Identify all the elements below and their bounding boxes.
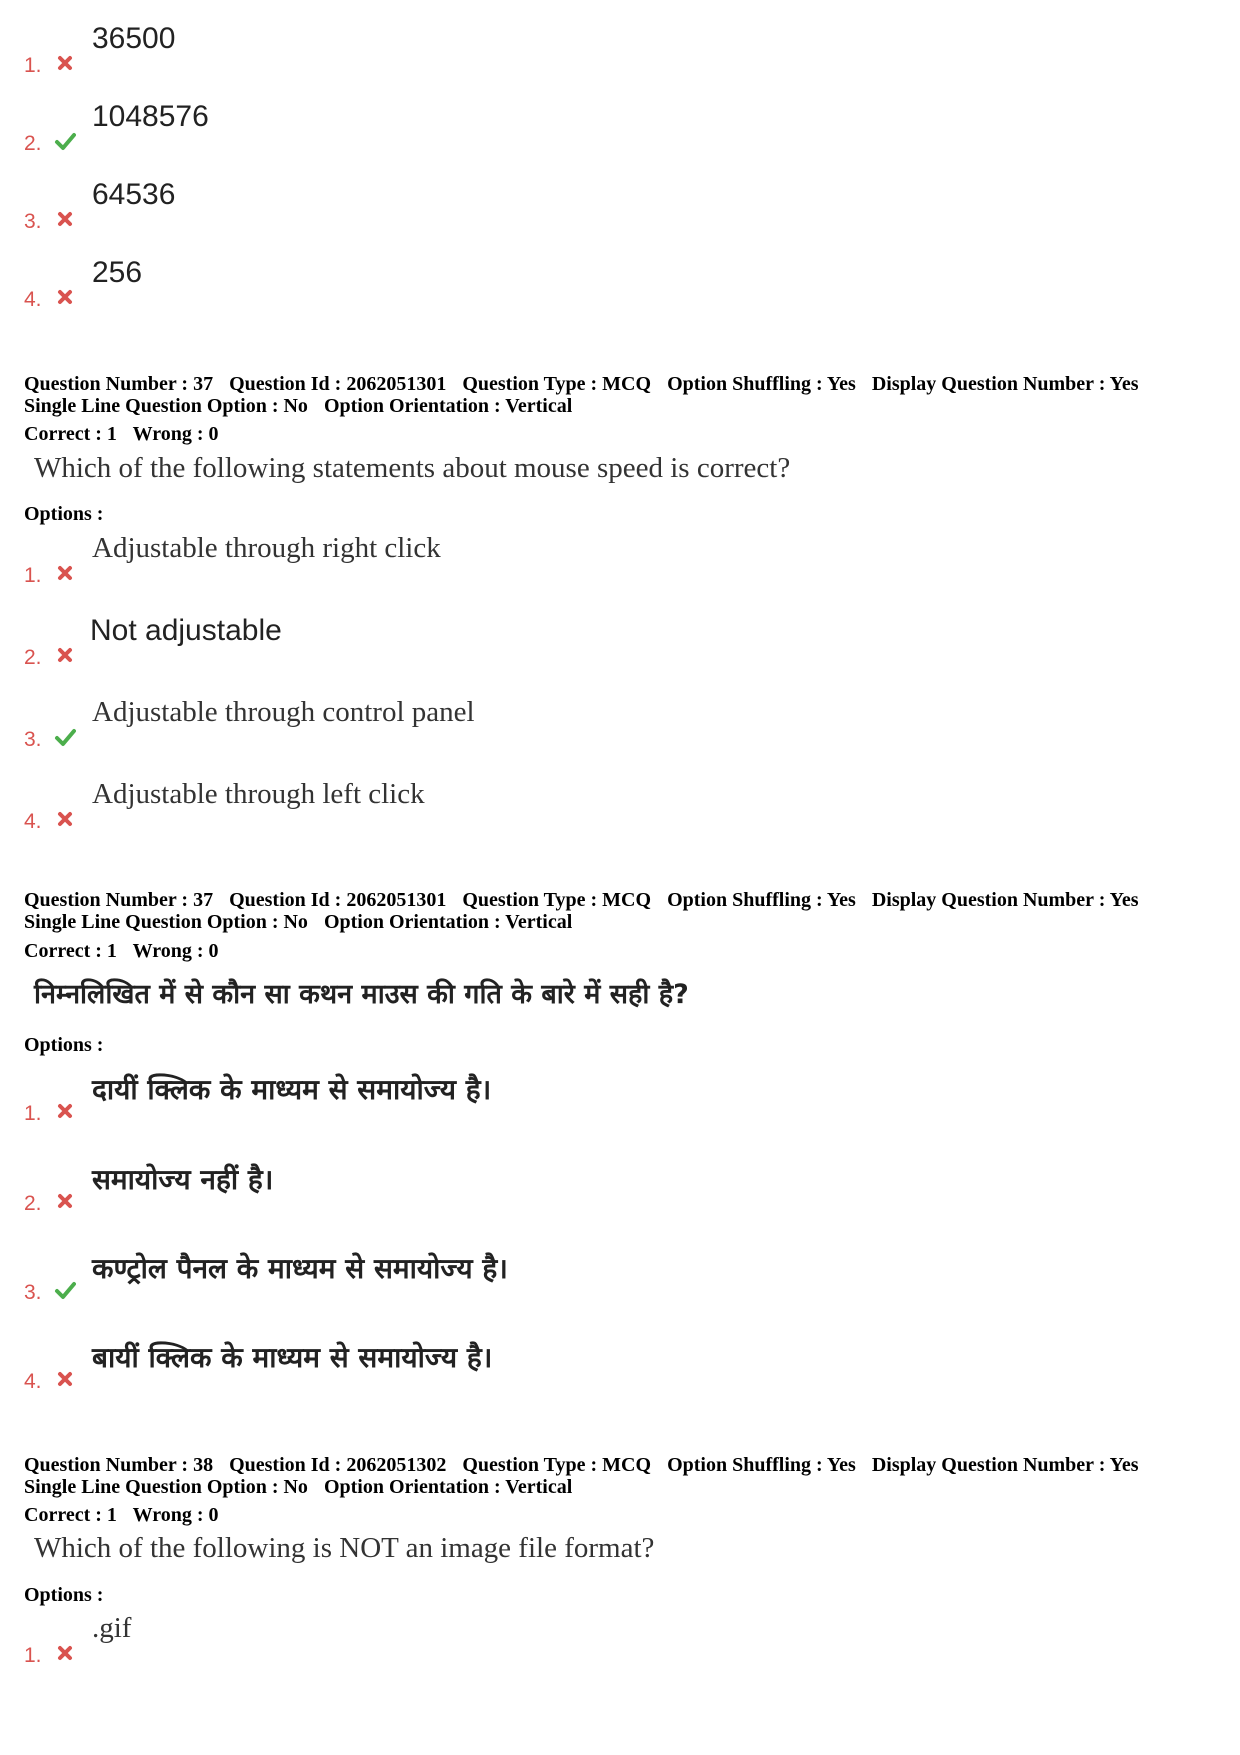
check-icon [54, 726, 76, 748]
display-question-number: Display Question Number : Yes [871, 373, 1139, 395]
option-row [24, 778, 1124, 838]
question-id: Question Id : 2062051301 [229, 889, 447, 911]
cross-icon [54, 286, 76, 308]
wrong-marks: Wrong : 0 [132, 940, 219, 962]
question-meta-line-1 [24, 889, 1150, 911]
options-label: Options : [24, 503, 104, 525]
option-text: 64536 [92, 178, 176, 211]
question-number: Question Number : 37 [24, 373, 214, 395]
option-shuffling: Option Shuffling : Yes [667, 889, 856, 911]
option-row [24, 532, 1124, 592]
question-marks [24, 1504, 230, 1526]
question-text: Which of the following statements about mouse speed is correct? [34, 452, 791, 484]
option-orientation: Option Orientation : Vertical [323, 1476, 573, 1498]
cross-icon [54, 644, 76, 666]
option-orientation: Option Orientation : Vertical [323, 395, 573, 417]
cross-icon [54, 1368, 76, 1390]
option-number: 1. [24, 1102, 42, 1125]
option-number: 2. [24, 132, 42, 155]
question-number: Question Number : 37 [24, 889, 214, 911]
option-row [24, 614, 1124, 674]
option-text: बायीं क्लिक के माध्यम से समायोज्य है। [92, 1341, 493, 1374]
option-text: 36500 [92, 22, 176, 55]
option-shuffling: Option Shuffling : Yes [667, 373, 856, 395]
question-meta-line-2 [24, 911, 583, 933]
single-line-option: Single Line Question Option : No [24, 911, 308, 933]
cross-icon [54, 208, 76, 230]
question-text: निम्नलिखित में से कौन सा कथन माउस की गति के बारे में सही है? [34, 979, 689, 1010]
option-row [24, 1249, 1124, 1309]
question-meta-line-2 [24, 395, 583, 417]
wrong-marks: Wrong : 0 [132, 423, 219, 445]
question-id: Question Id : 2062051302 [229, 1454, 447, 1476]
question-type: Question Type : MCQ [462, 373, 652, 395]
option-number: 1. [24, 564, 42, 587]
wrong-marks: Wrong : 0 [132, 1504, 219, 1526]
option-number: 1. [24, 54, 42, 77]
option-text: कण्ट्रोल पैनल के माध्यम से समायोज्य है। [92, 1252, 508, 1285]
options-label: Options : [24, 1034, 104, 1056]
option-text: 256 [92, 256, 143, 289]
cross-icon [54, 1190, 76, 1212]
correct-marks: Correct : 1 [24, 940, 117, 962]
cross-icon [54, 52, 76, 74]
option-text: समायोज्य नहीं है। [92, 1163, 274, 1196]
option-row [24, 22, 1124, 82]
option-text: 1048576 [92, 100, 209, 133]
option-shuffling: Option Shuffling : Yes [667, 1454, 856, 1476]
option-orientation: Option Orientation : Vertical [323, 911, 573, 933]
option-row [24, 178, 1124, 238]
display-question-number: Display Question Number : Yes [871, 889, 1139, 911]
question-meta-line-1 [24, 1454, 1150, 1476]
option-text: दायीं क्लिक के माध्यम से समायोज्य है। [92, 1073, 492, 1106]
option-number: 4. [24, 1370, 42, 1393]
check-icon [54, 130, 76, 152]
option-text: .gif [92, 1612, 132, 1644]
option-text: Adjustable through right click [92, 532, 441, 564]
question-meta-line-2 [24, 1476, 583, 1498]
option-text: Adjustable through left click [92, 778, 425, 810]
option-row [24, 1160, 1124, 1220]
correct-marks: Correct : 1 [24, 423, 117, 445]
option-text: Adjustable through control panel [92, 696, 475, 728]
question-type: Question Type : MCQ [462, 1454, 652, 1476]
option-row [24, 100, 1124, 160]
option-row [24, 696, 1124, 756]
option-row [24, 1070, 1124, 1130]
question-marks [24, 423, 230, 445]
option-number: 3. [24, 728, 42, 751]
cross-icon [54, 562, 76, 584]
option-number: 1. [24, 1644, 42, 1667]
options-label: Options : [24, 1584, 104, 1606]
question-marks [24, 940, 230, 962]
option-text: Not adjustable [90, 614, 282, 647]
correct-marks: Correct : 1 [24, 1504, 117, 1526]
option-number: 4. [24, 810, 42, 833]
option-number: 4. [24, 288, 42, 311]
option-number: 3. [24, 210, 42, 233]
option-number: 3. [24, 1281, 42, 1304]
question-number: Question Number : 38 [24, 1454, 214, 1476]
option-row [24, 1338, 1124, 1398]
question-meta-line-1 [24, 373, 1150, 395]
single-line-option: Single Line Question Option : No [24, 395, 308, 417]
option-number: 2. [24, 646, 42, 669]
question-text: Which of the following is NOT an image file format? [34, 1532, 655, 1564]
display-question-number: Display Question Number : Yes [871, 1454, 1139, 1476]
check-icon [54, 1279, 76, 1301]
question-type: Question Type : MCQ [462, 889, 652, 911]
single-line-option: Single Line Question Option : No [24, 1476, 308, 1498]
option-number: 2. [24, 1192, 42, 1215]
option-row [24, 256, 1124, 316]
cross-icon [54, 1642, 76, 1664]
option-row [24, 1612, 1124, 1672]
cross-icon [54, 808, 76, 830]
question-id: Question Id : 2062051301 [229, 373, 447, 395]
cross-icon [54, 1100, 76, 1122]
